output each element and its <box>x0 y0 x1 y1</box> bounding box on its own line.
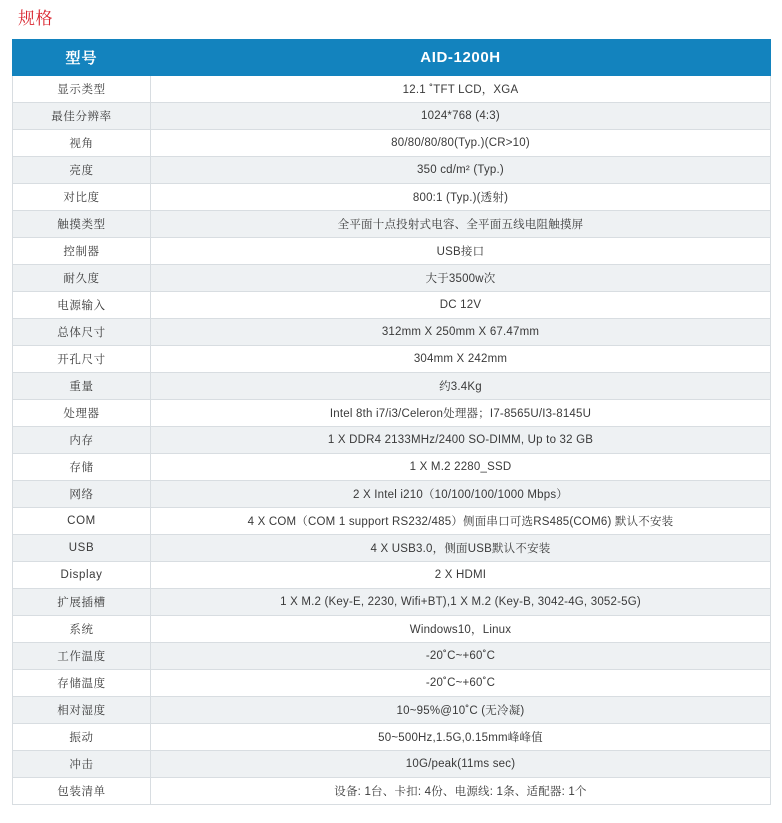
page-title: 规格 <box>18 9 53 28</box>
table-row <box>13 184 771 211</box>
spec-label: 开孔尺寸 <box>13 346 151 373</box>
table-row <box>13 778 771 805</box>
spec-label: USB <box>13 535 151 562</box>
spec-value: -20˚C~+60˚C <box>151 643 771 670</box>
spec-label: 控制器 <box>13 238 151 265</box>
spec-label: 最佳分辨率 <box>13 103 151 130</box>
spec-value: 10~95%@10˚C (无冷凝) <box>151 697 771 724</box>
column-header-model: 型号 <box>13 40 151 76</box>
table-row <box>13 454 771 481</box>
spec-label: 网络 <box>13 481 151 508</box>
spec-label: 视角 <box>13 130 151 157</box>
spec-label: 重量 <box>13 373 151 400</box>
table-row <box>13 697 771 724</box>
table-row <box>13 157 771 184</box>
table-row <box>13 562 771 589</box>
spec-value: USB接口 <box>151 238 771 265</box>
column-header-model-value: AID-1200H <box>151 40 771 76</box>
spec-label: Display <box>13 562 151 589</box>
table-row <box>13 616 771 643</box>
spec-label: 耐久度 <box>13 265 151 292</box>
spec-label: COM <box>13 508 151 535</box>
table-row <box>13 292 771 319</box>
spec-value: Windows10，Linux <box>151 616 771 643</box>
table-row <box>13 319 771 346</box>
spec-label: 工作温度 <box>13 643 151 670</box>
spec-value: 2 X HDMI <box>151 562 771 589</box>
spec-label: 对比度 <box>13 184 151 211</box>
spec-value: 设备: 1台、卡扣: 4份、电源线: 1条、适配器: 1个 <box>151 778 771 805</box>
spec-value: 4 X USB3.0，侧面USB默认不安装 <box>151 535 771 562</box>
spec-value: 312mm X 250mm X 67.47mm <box>151 319 771 346</box>
spec-value: 1 X DDR4 2133MHz/2400 SO-DIMM, Up to 32 GB <box>151 427 771 454</box>
spec-value: 2 X Intel i210（10/100/100/1000 Mbps） <box>151 481 771 508</box>
spec-value: 1 X M.2 2280_SSD <box>151 454 771 481</box>
table-row <box>13 535 771 562</box>
spec-value: 10G/peak(11ms sec) <box>151 751 771 778</box>
table-row <box>13 211 771 238</box>
spec-label: 包装清单 <box>13 778 151 805</box>
table-row <box>13 589 771 616</box>
table-header-row <box>13 40 771 76</box>
table-row <box>13 751 771 778</box>
spec-value: 大于3500w次 <box>151 265 771 292</box>
table-row <box>13 265 771 292</box>
spec-value: DC 12V <box>151 292 771 319</box>
spec-value: 1 X M.2 (Key-E, 2230, Wifi+BT),1 X M.2 (Key-B, 3042-4G, 3052-5G) <box>151 589 771 616</box>
spec-table-body <box>13 40 771 805</box>
table-row <box>13 103 771 130</box>
table-row <box>13 130 771 157</box>
table-row <box>13 238 771 265</box>
spec-label: 内存 <box>13 427 151 454</box>
table-row <box>13 427 771 454</box>
spec-label: 触摸类型 <box>13 211 151 238</box>
spec-label: 处理器 <box>13 400 151 427</box>
spec-value: Intel 8th i7/i3/Celeron处理器；I7-8565U/I3-8145U <box>151 400 771 427</box>
specification-table <box>12 39 771 805</box>
spec-value: 全平面十点投射式电容、全平面五线电阻触摸屏 <box>151 211 771 238</box>
spec-label: 相对湿度 <box>13 697 151 724</box>
table-row <box>13 724 771 751</box>
spec-value: 约3.4Kg <box>151 373 771 400</box>
table-row <box>13 346 771 373</box>
table-row <box>13 481 771 508</box>
spec-value: 1024*768 (4:3) <box>151 103 771 130</box>
spec-value: 50~500Hz,1.5G,0.15mm峰峰值 <box>151 724 771 751</box>
spec-value: 4 X COM（COM 1 support RS232/485）侧面串口可选RS485(COM6) 默认不安装 <box>151 508 771 535</box>
table-row <box>13 508 771 535</box>
spec-label: 系统 <box>13 616 151 643</box>
table-row <box>13 76 771 103</box>
spec-label: 存储温度 <box>13 670 151 697</box>
spec-label: 显示类型 <box>13 76 151 103</box>
spec-value: -20˚C~+60˚C <box>151 670 771 697</box>
spec-value: 12.1 ˚TFT LCD，XGA <box>151 76 771 103</box>
spec-label: 电源输入 <box>13 292 151 319</box>
table-row <box>13 373 771 400</box>
table-row <box>13 670 771 697</box>
spec-label: 振动 <box>13 724 151 751</box>
spec-value: 350 cd/m² (Typ.) <box>151 157 771 184</box>
spec-label: 亮度 <box>13 157 151 184</box>
spec-value: 304mm X 242mm <box>151 346 771 373</box>
table-row <box>13 400 771 427</box>
spec-label: 扩展插槽 <box>13 589 151 616</box>
spec-label: 总体尺寸 <box>13 319 151 346</box>
spec-value: 800:1 (Typ.)(透射) <box>151 184 771 211</box>
table-row <box>13 643 771 670</box>
spec-label: 存储 <box>13 454 151 481</box>
spec-label: 冲击 <box>13 751 151 778</box>
spec-value: 80/80/80/80(Typ.)(CR>10) <box>151 130 771 157</box>
